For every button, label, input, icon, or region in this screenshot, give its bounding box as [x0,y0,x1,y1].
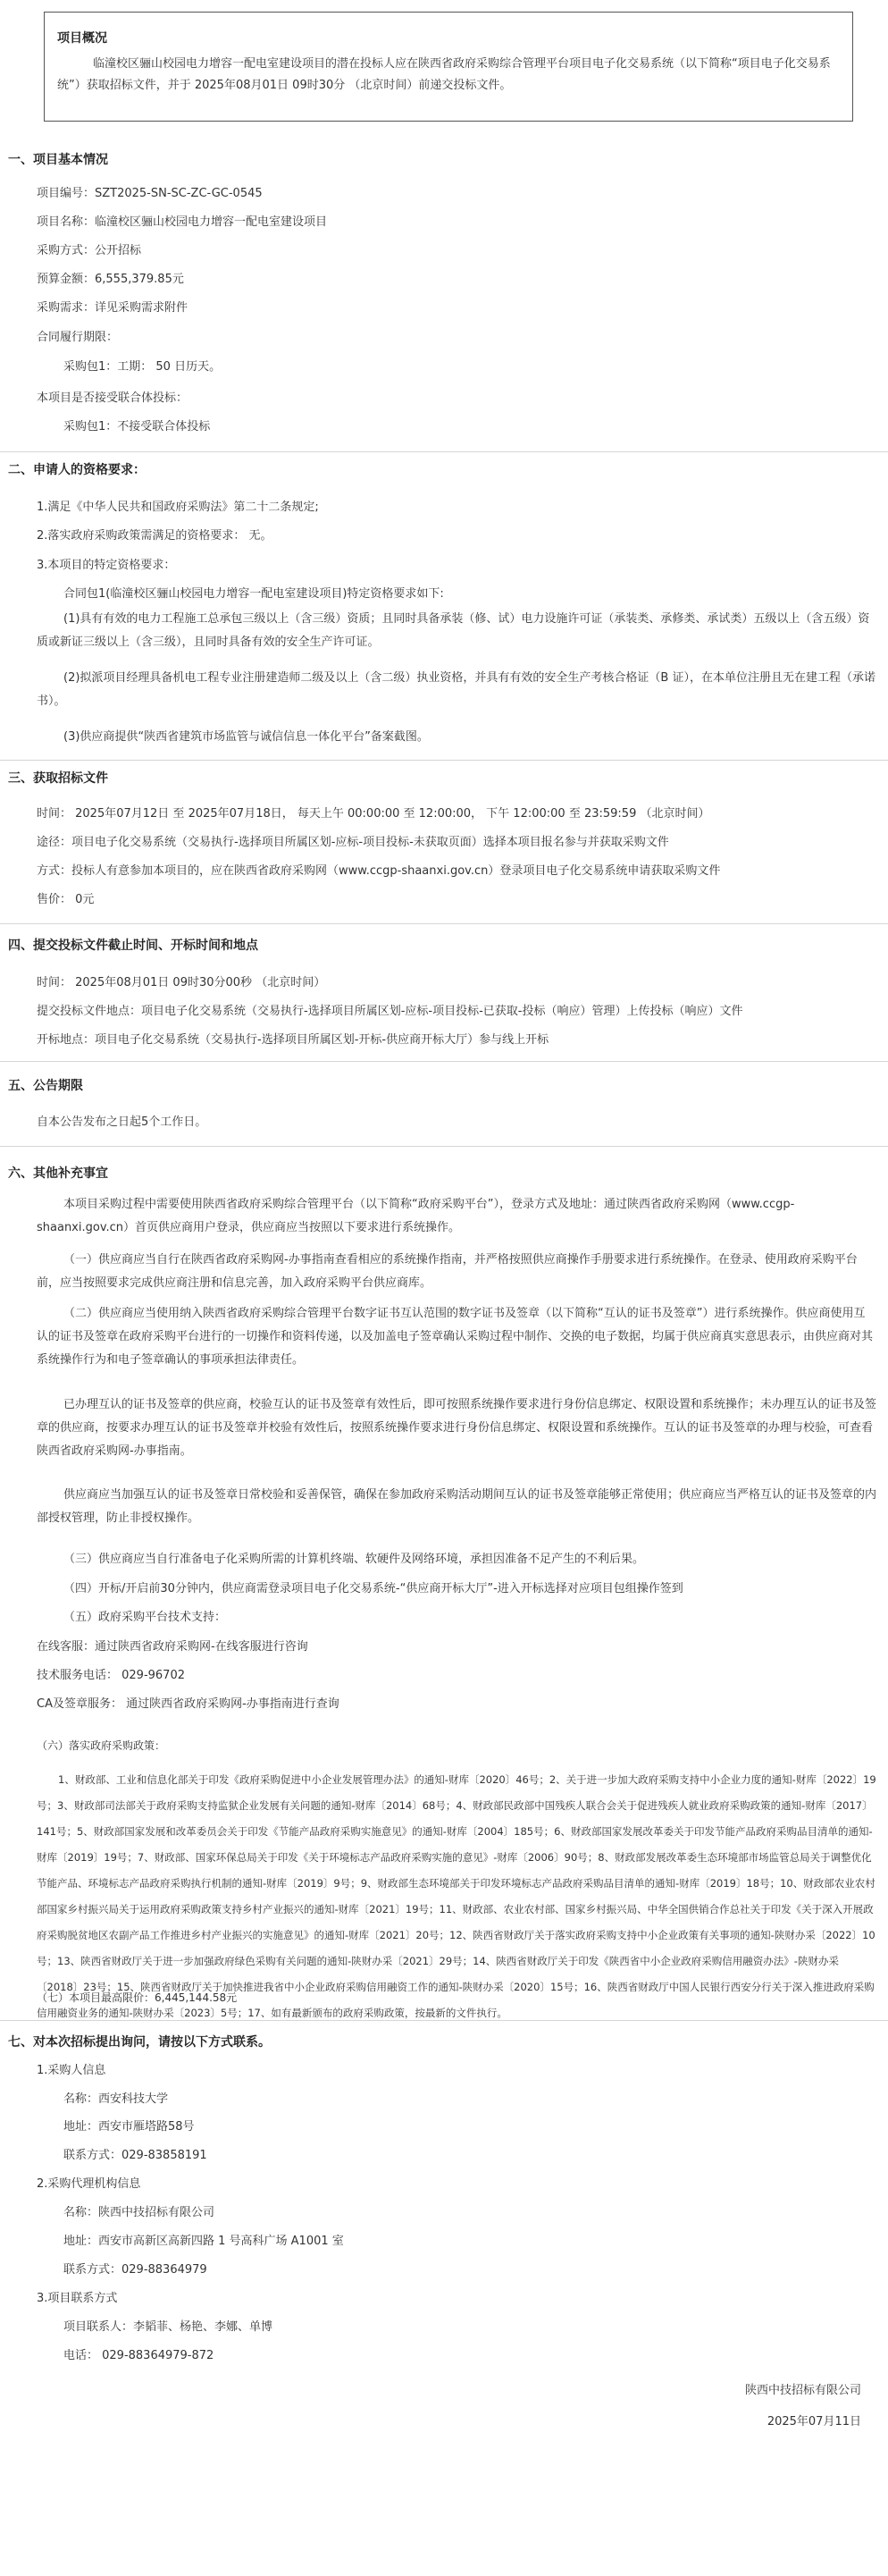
purchaser-phone: 联系方式：029-83858191 [63,2149,207,2162]
section-2-title: 二、申请人的资格要求： [8,463,146,477]
overview-title: 项目概况 [57,31,107,46]
supplement-ca-info: 已办理互认的证书及签章的供应商，校验互认的证书及签章有效性后，即可按照系统操作要求进行身份信息绑定、权限设置和系统操作；未办理互认的证书及签章的供应商，按要求办理互认的证书及签章并校验有效性后，按照系统操作要求进行身份信息绑定、权限设置和系统操作。互认的证书及签章的办理与校验，可查看陕西省政府采购网-办事指南。 [37,1398,877,1458]
obtain-channel: 途径：项目电子化交易系统（交易执行-选择项目所属区划-应标-项目投标-未获取页面）选择本项目报名参与并获取采购文件 [37,836,669,849]
agency-address: 地址：西安市高新区高新四路 1 号高科广场 A1001 室 [63,2235,344,2248]
divider [0,2020,888,2021]
online-service: 在线客服：通过陕西省政府采购网-在线客服进行咨询 [37,1640,308,1654]
project-name: 项目名称：临潼校区骊山校园电力增容一配电室建设项目 [37,215,328,229]
divider [0,1146,888,1147]
qualification-1: 1.满足《中华人民共和国政府采购法》第二十二条规定; [37,501,319,514]
agency-phone: 联系方式：029-88364979 [63,2263,207,2277]
purchaser-address: 地址：西安市雁塔路58号 [63,2120,195,2134]
document-price: 售价： 0元 [37,893,95,906]
agency-title: 2.采购代理机构信息 [37,2177,141,2191]
requirement-2: (2)拟派项目经理具备机电工程专业注册建造师二级及以上（含二级）执业资格，并具有有效的安全生产考核合格证（B 证），在本单位注册且无在建工程（承诺书）。 [37,671,875,708]
supplement-item-4: （四）开标/开启前30分钟内，供应商需登录项目电子化交易系统-“供应商开标大厅”-进入开标选择对应项目包组操作签到 [63,1582,683,1595]
section-1-title: 一、项目基本情况 [8,153,108,167]
supplement-item-3: （三）供应商应当自行准备电子化采购所需的计算机终端、软硬件及网络环境，承担因准备不足产生的不利后果。 [63,1553,645,1566]
divider [0,451,888,452]
supplement-item-1: （一）供应商应当自行在陕西省政府采购网-办事指南查看相应的系统操作指南，并严格按照供应商操作手册要求进行系统操作。在登录、使用政府采购平台前，应当按照要求完成供应商注册和信息完善，加入政府采购平台供应商库。 [37,1253,858,1290]
project-contact-title: 3.项目联系方式 [37,2292,118,2305]
divider [0,1061,888,1062]
package-1-consortium: 采购包1：不接受联合体投标 [63,420,211,434]
project-contact-persons: 项目联系人：李韬菲、杨艳、李娜、单博 [63,2320,273,2334]
policy-title: （六）落实政府采购政策： [37,1739,166,1752]
purchaser-title: 1.采购人信息 [37,2064,106,2077]
requirement-1: (1)具有有效的电力工程施工总承包三级以上（含三级）资质；且同时具备承装（修、试）电力设施许可证（承装类、承修类、承试类）五级以上（含五级）资质或新证三级以上（含三级），且同时具备有效的安全生产许可证。 [37,612,870,649]
budget-amount: 预算金额：6,555,379.85元 [37,273,184,286]
divider [0,760,888,761]
package-1-requirements: 合同包1(临潼校区骊山校园电力增容一配电室建设项目)特定资格要求如下: [63,587,444,601]
deadline-time: 时间： 2025年08月01日 09时30分00秒 （北京时间） [37,976,326,989]
announcement-period: 自本公告发布之日起5个工作日。 [37,1115,207,1129]
obtain-time: 时间： 2025年07月12日 至 2025年07月18日， 每天上午 00:00:00 至 12:00:00， 下午 12:00:00 至 23:59:59 （北京时间） [37,807,710,821]
tech-support-phone: 技术服务电话： 029-96702 [37,1669,185,1682]
section-6-title: 六、其他补充事宜 [8,1166,108,1181]
supplement-item-5: （五）政府采购平台技术支持： [63,1611,227,1624]
agency-name: 名称：陕西中技招标有限公司 [63,2206,215,2219]
supplement-ca-safekeeping: 供应商应当加强互认的证书及签章日常校验和妥善保管，确保在参加政府采购活动期间互认的证书及签章能够正常使用；供应商应当严格互认的证书及签章的内部授权管理，防止非授权操作。 [37,1488,877,1525]
policy-list: 1、财政部、工业和信息化部关于印发《政府采购促进中小企业发展管理办法》的通知-财库〔2020〕46号；2、关于进一步加大政府采购支持中小企业力度的通知-财库〔2022〕19号；3、财政部司法部关于政府采购支持监狱企业发展有关问题的通知-财库〔2014〕68号；4、财政部民政部中国残疾人联合会关于促进残疾人就业政府采购政策的通知-财库〔2017〕141号；5、财政部国家发展和改革委员会关于印发《节能产品政府采购实施意见》的通知-财库〔2004〕185号；6、财政部国家发展改革委关于印发节能产品政府采购品目清单的通知-财库〔2019〕19号；7、财政部、国家环保总局关于印发《关于环境标志产品政府采购实施的意见》-财库〔2006〕90号；8、财政部发展改革委生态环境部市场监管总局关于调整优化节能产品、环境标志产品政府采购执行机制的通知-财库〔2019〕9号；9、财政部生态环境部关于印发环境标志产品政府采购品目清单的通知-财库〔2019〕18号；10、财政部农业农村部国家乡村振兴局关于运用政府采购政策支持乡村产业振兴的通知-财库〔2021〕19号；11、财政部、农业农村部、国家乡村振兴局、中华全国供销合作总社关于印发《关于深入开展政府采购脱贫地区农副产品工作推进乡村产业振兴的实施意见》的通知-财库〔2021〕20号；12、陕西省财政厅关于落实政府采购支持中小企业政策有关事项的通知-陕财办采〔2022〕10号；13、陕西省财政厅关于进一步加强政府绿色采购有关问题的通知-陕财办采〔2021〕29号；14、陕西省财政厅关于印发《陕西省中小企业政府采购信用融资办法》-陕财办采〔2018〕23号；15、陕西省财政厅关于加快推进我省中小企业政府采购信用融资工作的通知-陕财办采〔2020〕15号；16、陕西省财政厅中国人民银行西安分行关于深入推进政府采购信用融资业务的通知-陕财办采〔2023〕5号；17、如有最新颁布的政府采购政策，按最新的文件执行。 [37,1773,876,2019]
submission-location: 提交投标文件地点：项目电子化交易系统（交易执行-选择项目所属区划-应标-项目投标-已获取-投标（响应）管理）上传投标（响应）文件 [37,1005,743,1018]
ca-service: CA及签章服务： 通过陕西省政府采购网-办事指南进行查询 [37,1697,339,1711]
project-number: 项目编号：SZT2025-SN-SC-ZC-GC-0545 [37,187,263,200]
qualification-3: 3.本项目的特定资格要求： [37,559,176,572]
section-4-title: 四、提交投标文件截止时间、开标时间和地点 [8,939,258,953]
section-7-title: 七、对本次招标提出询问，请按以下方式联系。 [8,2035,271,2050]
section-5-title: 五、公告期限 [8,1079,83,1093]
footer-date: 2025年07月11日 [767,2415,861,2429]
section-3-title: 三、获取招标文件 [8,771,108,786]
obtain-method: 方式：投标人有意参加本项目的，应在陕西省政府采购网（www.ccgp-shaanxi.gov.cn）登录项目电子化交易系统申请获取采购文件 [37,864,721,878]
package-1-duration: 采购包1：工期： 50 日历天。 [63,360,222,374]
overview-body: 临潼校区骊山校园电力增容一配电室建设项目的潜在投标人应在陕西省政府采购综合管理平台项目电子化交易系统（以下简称“项目电子化交易系统”）获取招标文件，并于 2025年08月01日 09时30分 （北京时间）前递交投标文件。 [57,57,831,92]
footer-org: 陕西中技招标有限公司 [744,2384,861,2397]
procurement-requirement: 采购需求：详见采购需求附件 [37,301,188,315]
purchaser-name: 名称：西安科技大学 [63,2092,169,2106]
supplement-intro: 本项目采购过程中需要使用陕西省政府采购综合管理平台（以下简称“政府采购平台”），登录方式及地址：通过陕西省政府采购网（www.ccgp-shaanxi.gov.cn）首页供应商用户登录，供应商应当按照以下要求进行系统操作。 [37,1198,795,1234]
project-contact-phone: 电话： 029-88364979-872 [63,2349,214,2362]
procurement-method: 采购方式：公开招标 [37,244,142,257]
qualification-2: 2.落实政府采购政策需满足的资格要求： 无。 [37,529,272,543]
overview-box [44,12,853,122]
contract-period-label: 合同履行期限： [37,331,119,344]
requirement-3: (3)供应商提供“陕西省建筑市场监管与诚信信息一体化平台”备案截图。 [63,730,429,744]
supplement-item-2: （二）供应商应当使用纳入陕西省政府采购综合管理平台数字证书互认范围的数字证书及签章（以下简称“互认的证书及签章”）进行系统操作。供应商使用互认的证书及签章在政府采购平台进行的一切操作和资料传递，以及加盖电子签章确认采购过程中制作、交换的电子数据，均属于供应商真实意思表示，由供应商对其系统操作行为和电子签章确认的事项承担法律责任。 [37,1307,874,1367]
max-price: （七）本项目最高限价：6,445,144.58元 [37,1991,238,2004]
opening-location: 开标地点：项目电子化交易系统（交易执行-选择项目所属区划-开标-供应商开标大厅）参与线上开标 [37,1033,549,1047]
consortium-label: 本项目是否接受联合体投标： [37,391,188,405]
divider [0,923,888,924]
